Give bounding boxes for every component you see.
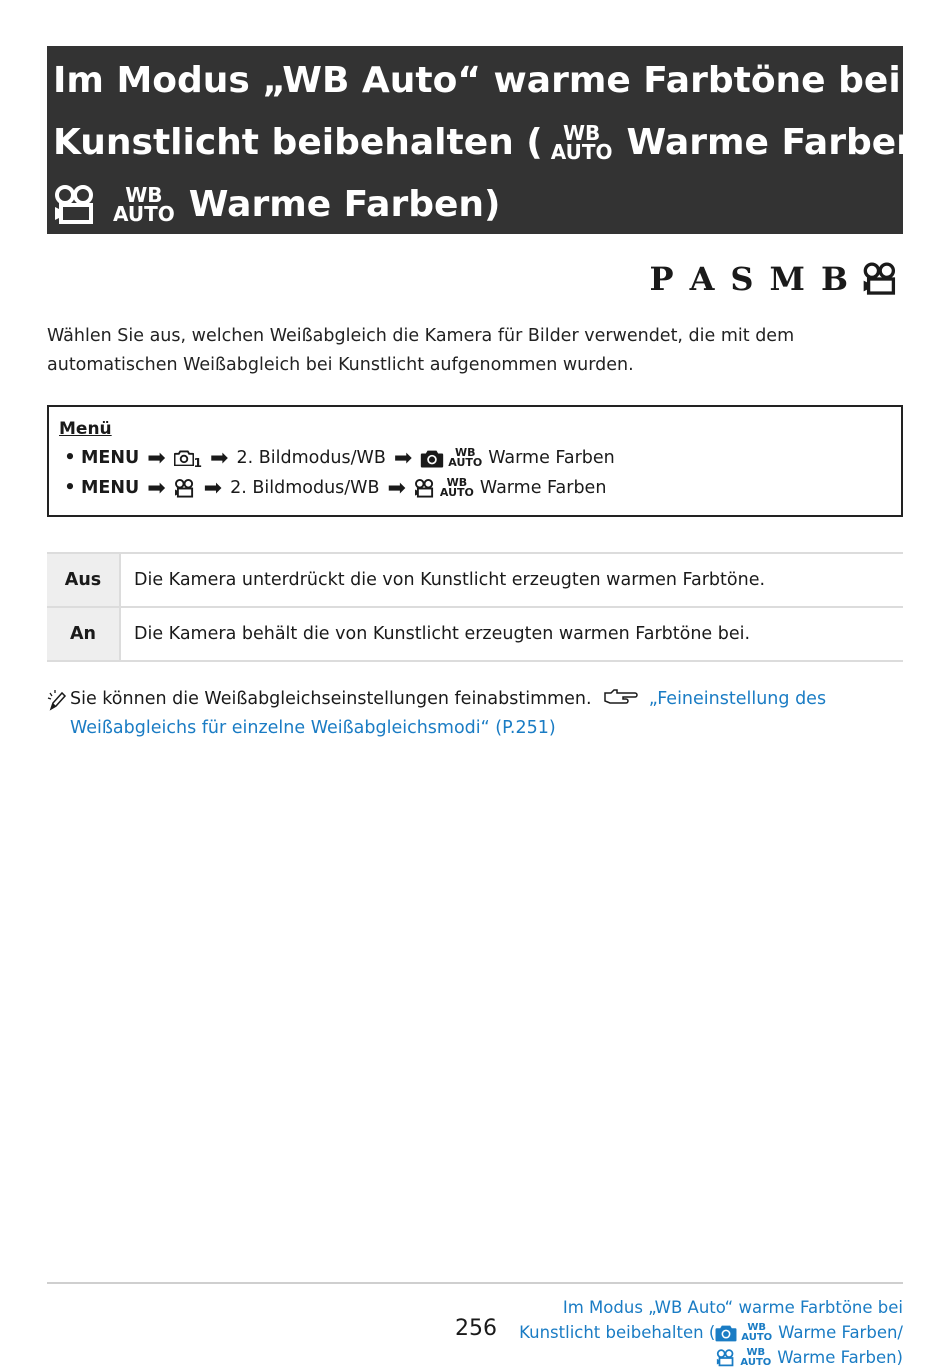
page-title bbox=[47, 46, 935, 234]
camera-icon bbox=[420, 449, 444, 468]
mode-a: A bbox=[689, 260, 715, 298]
menu-heading: Menü bbox=[59, 419, 112, 439]
mode-s: S bbox=[730, 260, 754, 298]
tip-note bbox=[47, 685, 903, 743]
arrow-right-icon: ➡ bbox=[147, 445, 166, 471]
title-line-3: WB AUTO Warme Farben) bbox=[53, 174, 897, 236]
tip-text: Sie können die Weißabgleichseinstellungen feinabstimmen. bbox=[70, 689, 592, 709]
movie-icon bbox=[862, 262, 900, 296]
reference-link[interactable]: „Feineinstellung des Weißabgleichs für einzelne Weißabgleichsmodi“ (P.251) bbox=[70, 689, 827, 738]
option-description: Die Kamera unterdrückt die von Kunstlicht erzeugten warmen Farbtöne. bbox=[120, 553, 903, 607]
footer-divider bbox=[47, 1282, 903, 1284]
menu-path-row: • MENU ➡ 1 ➡ 2. Bildmodus/WB ➡ WB AUTO Warme Farben bbox=[59, 443, 901, 473]
table-row bbox=[47, 553, 903, 607]
wb-auto-icon: WB AUTO bbox=[439, 475, 474, 499]
movie-icon bbox=[414, 479, 436, 498]
arrow-right-icon: ➡ bbox=[203, 475, 223, 501]
arrow-right-icon: ➡ bbox=[387, 475, 406, 501]
option-key: An bbox=[47, 607, 120, 661]
movie-icon bbox=[716, 1349, 736, 1367]
camera-icon bbox=[174, 450, 194, 466]
tip-pencil-icon bbox=[47, 689, 67, 711]
wb-auto-icon: WB AUTO bbox=[741, 1322, 773, 1343]
menu-path-row: • MENU ➡ ➡ 2. Bildmodus/WB ➡ WB AUTO Warme Farben bbox=[59, 473, 901, 503]
arrow-right-icon: ➡ bbox=[393, 445, 413, 471]
arrow-right-icon: ➡ bbox=[210, 445, 229, 471]
option-key: Aus bbox=[47, 553, 120, 607]
mode-p: P bbox=[649, 260, 674, 298]
page-number: 256 bbox=[455, 1316, 497, 1341]
bullet: • bbox=[64, 478, 76, 498]
menu-path-box bbox=[47, 405, 903, 517]
shooting-modes bbox=[634, 260, 900, 298]
mode-b: B bbox=[820, 260, 848, 298]
title-line-1: Im Modus „WB Auto“ warme Farbtöne bei bbox=[53, 60, 901, 101]
bullet: • bbox=[64, 448, 76, 468]
mode-m: M bbox=[769, 260, 805, 298]
wb-auto-icon: WB AUTO bbox=[550, 121, 613, 164]
wb-auto-icon: WB AUTO bbox=[113, 183, 175, 226]
wb-auto-icon: WB AUTO bbox=[740, 1347, 772, 1368]
title-line-2: Kunstlicht beibehalten ( WB AUTO Warme Farben/ bbox=[53, 121, 935, 164]
wb-auto-icon: WB AUTO bbox=[448, 445, 483, 469]
intro-text: Wählen Sie aus, welchen Weißabgleich die Kamera für Bilder verwendet, die mit dem automatischen Weißabgleich bei Kunstlicht aufgenommen wurden. bbox=[47, 326, 795, 375]
movie-icon bbox=[53, 185, 99, 225]
options-table bbox=[47, 552, 903, 662]
footer-section-link[interactable]: Im Modus „WB Auto“ warme Farbtöne bei Kunstlicht beibehalten ( WB AUTO Warme Farben/ WB AUTO Warme Farben) bbox=[519, 1298, 903, 1368]
table-row bbox=[47, 607, 903, 661]
reference-hand-icon bbox=[603, 688, 639, 706]
camera-icon bbox=[715, 1324, 737, 1342]
arrow-right-icon: ➡ bbox=[147, 475, 166, 501]
option-description: Die Kamera behält die von Kunstlicht erzeugten warmen Farbtöne bei. bbox=[120, 607, 903, 661]
movie-icon bbox=[174, 479, 196, 498]
